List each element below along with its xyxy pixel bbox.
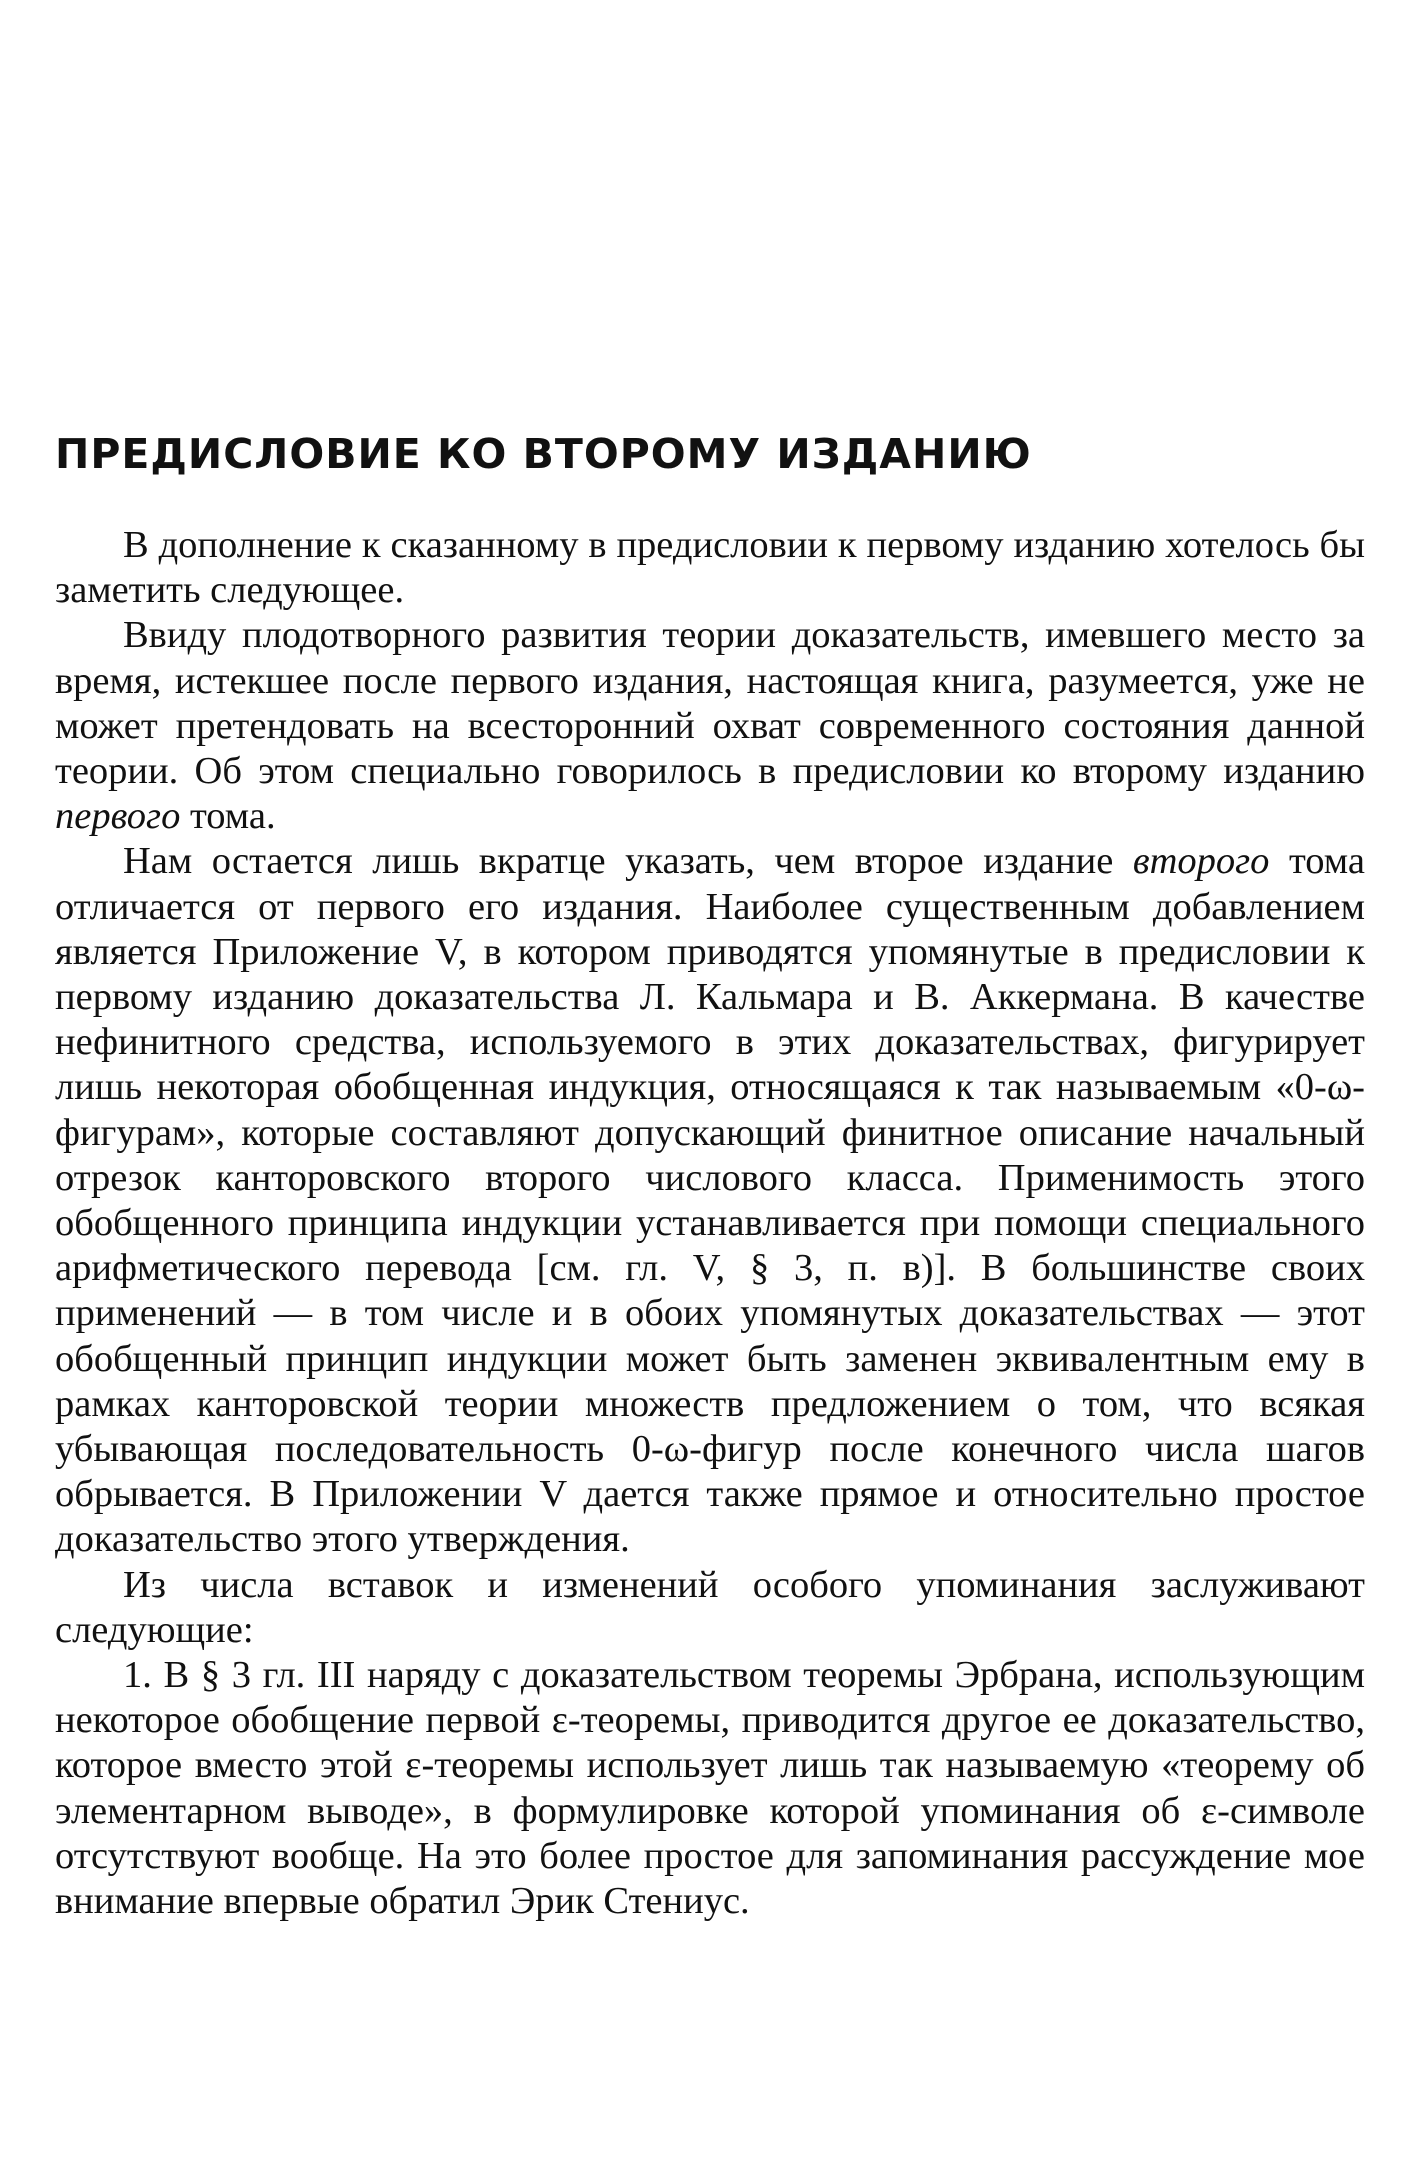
paragraph (55, 613, 1365, 839)
paragraph-text: Нам остается лишь вкратце указать, чем второе издание (123, 840, 1133, 883)
list-item (55, 1653, 1365, 1924)
paragraph (55, 839, 1365, 1562)
body-text (55, 523, 1365, 1924)
italic-emphasis: второго (1132, 840, 1270, 883)
page-title: ПРЕДИСЛОВИЕ КО ВТОРОМУ ИЗДАНИЮ (55, 430, 1032, 478)
paragraph (55, 523, 1365, 613)
paragraph-text: В дополнение к сказанному в предисловии к первому изданию хотелось бы заметить следующее. (55, 524, 1365, 612)
paragraph (55, 1563, 1365, 1653)
paragraph-text: Из числа вставок и изменений особого упоминания заслуживают следующие: (55, 1563, 1365, 1651)
book-page (55, 430, 1365, 1924)
paragraph-text: тома отличается от первого его издания. Наиболее существенным добавлением является Приложение V, в котором приводятся упомянутые в предисловии к первому изданию доказательства Л. Кальмара и В. Аккермана. В качестве нефинитного средства, используемого в этих доказательствах, фигурирует лишь некоторая обобщенная индукция, относящаяся к так называемым «0-ω-фигурам», которые составляют допускающий финитное описание начальный отрезок канторовского второго числового класса. Применимость этого обобщенного принципа индукции устанавливается при помощи специального арифметического перевода [см. гл. V, § 3, п. в)]. В большинстве своих применений — в том числе и в обоих упомянутых доказательствах — этот обобщенный принцип индукции может быть заменен эквивалентным ему в рамках канторовской теории множеств предложением о том, что всякая убывающая последовательность 0-ω-фигур после конечного числа шагов обрывается. В Приложении V дается также прямое и относительно простое доказательство этого утверждения. (55, 840, 1365, 1561)
paragraph-text: тома. (180, 795, 276, 838)
list-item-text: 1. В § 3 гл. III наряду с доказательством теоремы Эрбрана, использующим некоторое обобщение первой ε-теоремы, приводится другое ее доказательство, которое вместо этой ε-теоремы использует лишь так называемую «теорему об элементарном выводе», в формулировке которой упоминания об ε-символе отсутствуют вообще. На это более простое для запоминания рассуждение мое внимание впервые обратил Эрик Стениус. (55, 1654, 1365, 1923)
italic-emphasis: первого (55, 795, 181, 838)
paragraph-text: Ввиду плодотворного развития теории доказательств, имевшего место за время, истекшее после первого издания, настоящая книга, разумеется, уже не может претендовать на всесторонний охват современного состояния данной теории. Об этом специально говорилось в предисловии ко второму изданию (55, 614, 1365, 793)
